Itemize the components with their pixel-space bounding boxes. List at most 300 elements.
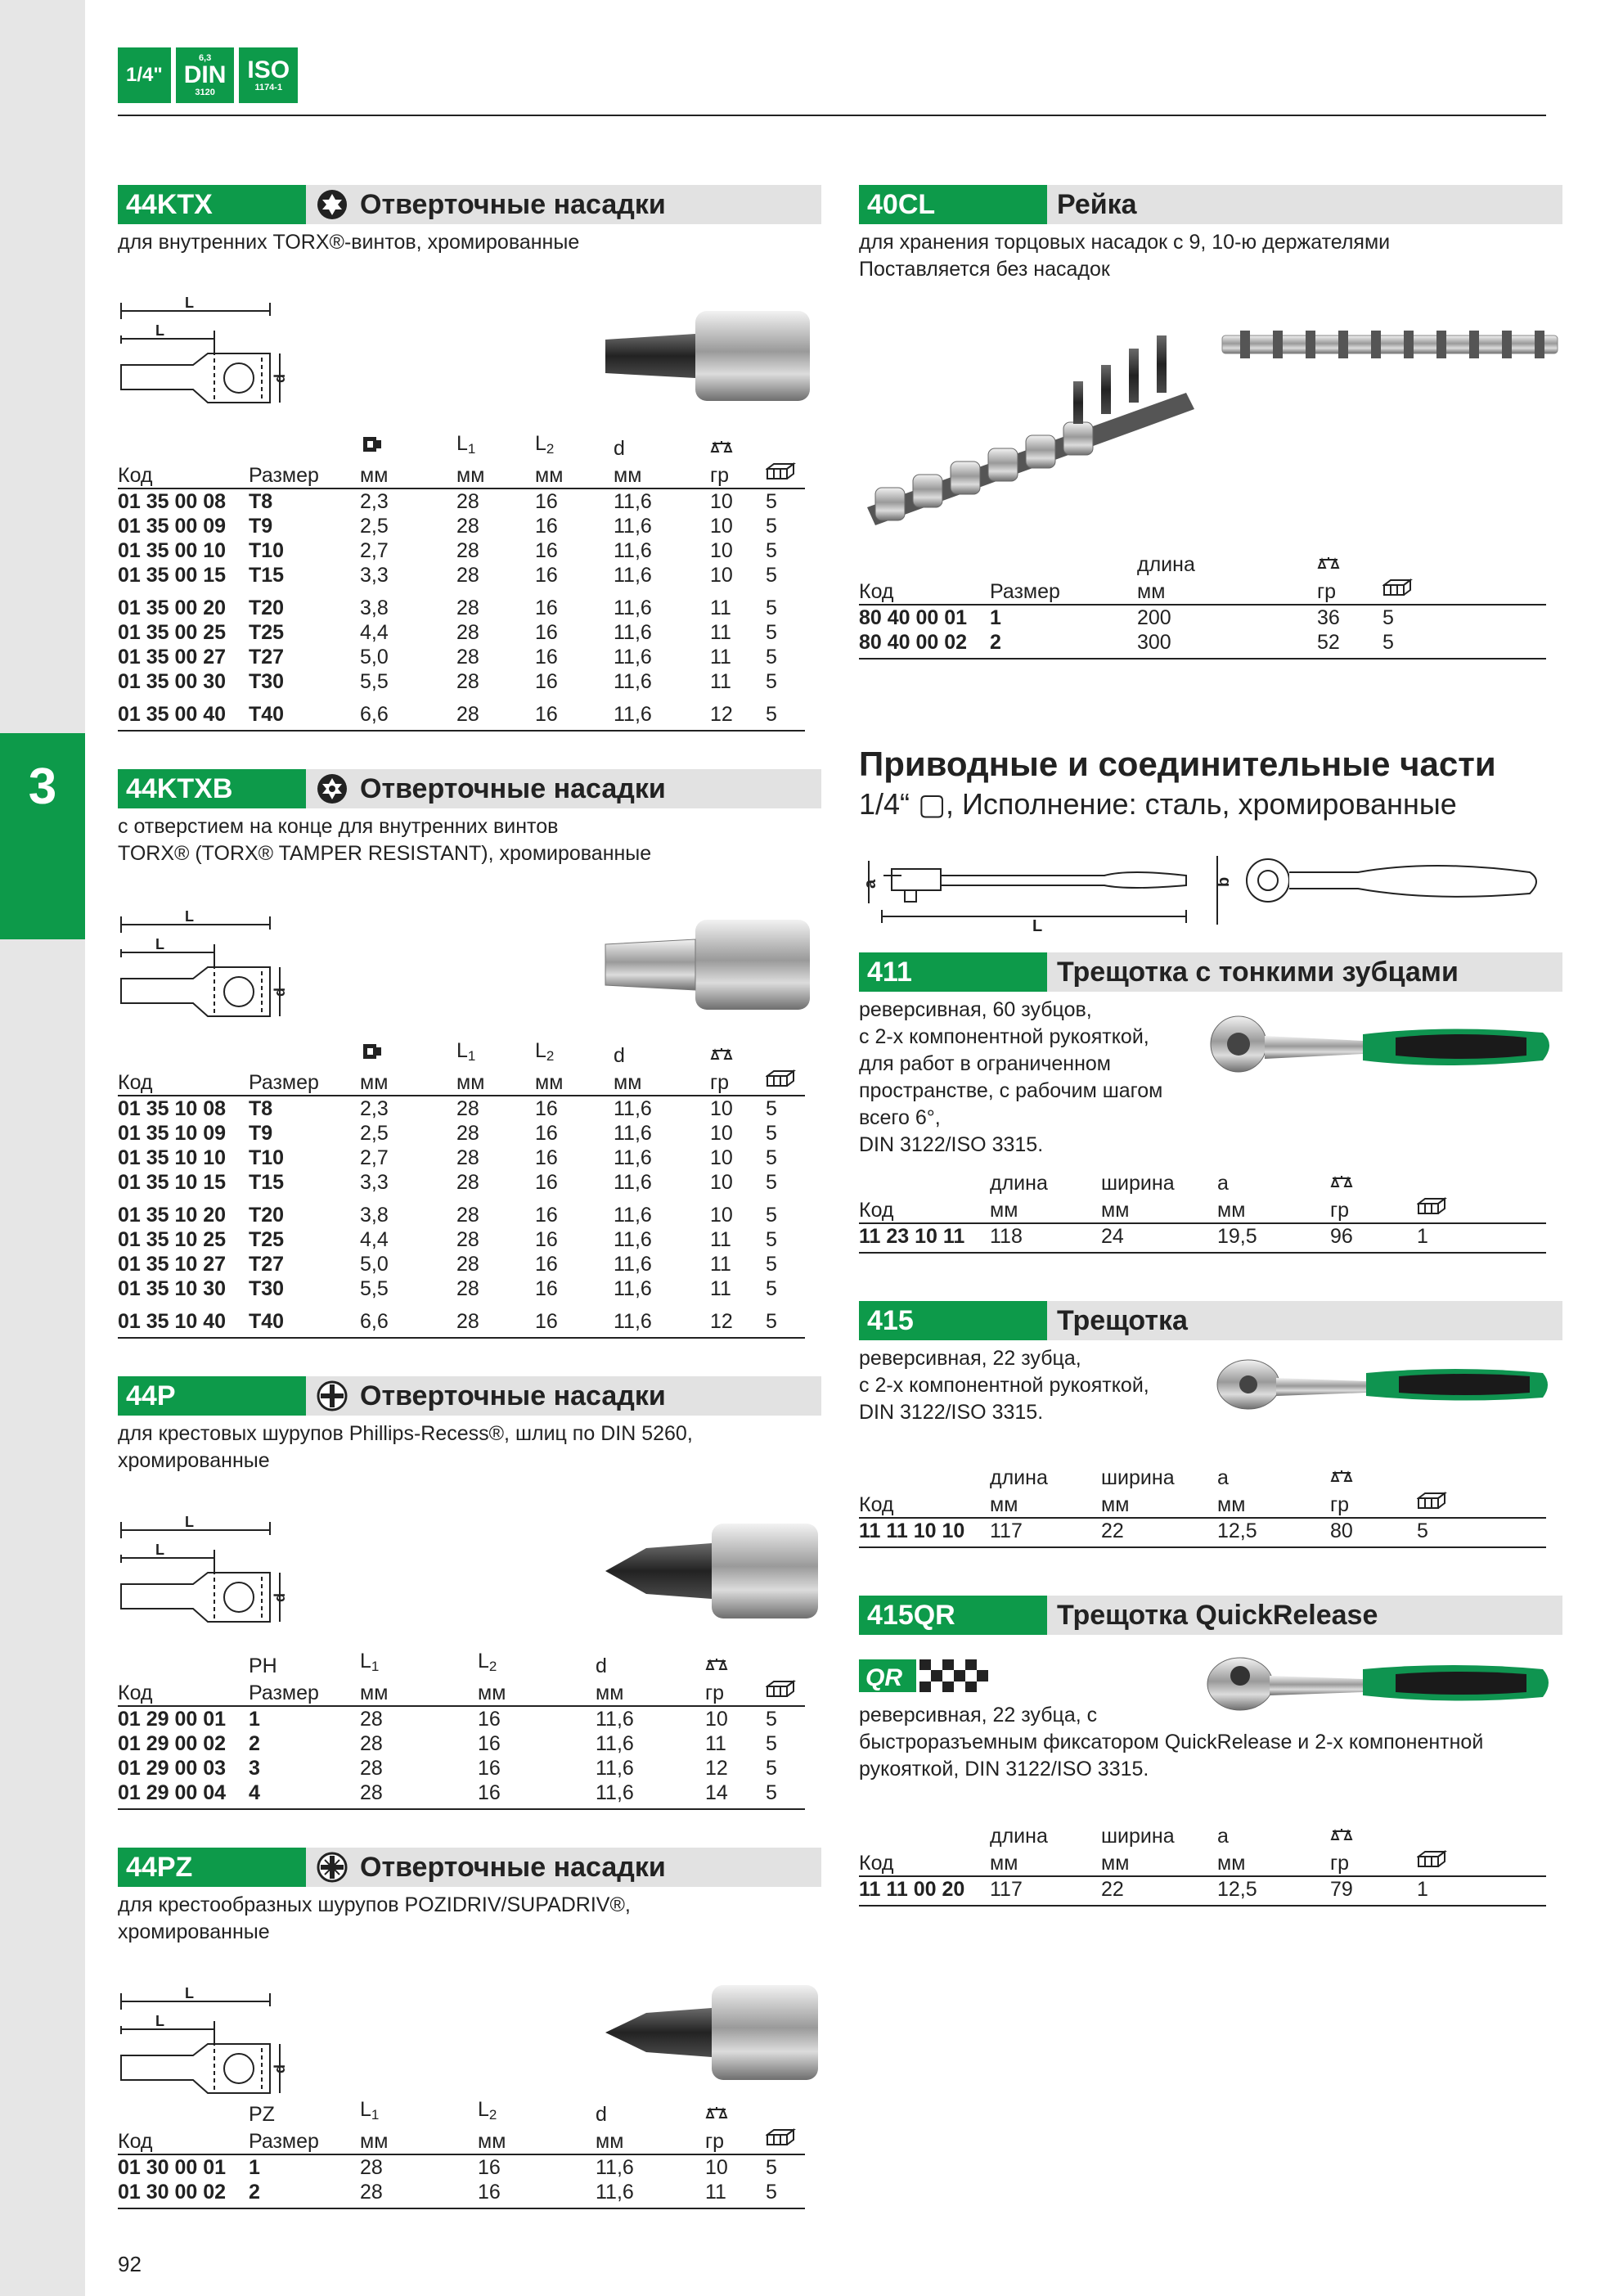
description-line: быстроразъемным фиксатором QuickRelease и 2-х компонентной: [859, 1731, 1484, 1754]
table-cell: 11: [710, 621, 731, 644]
section-description: для хранения торцовых насадок с 9, 10-ю держателями: [859, 231, 1391, 254]
table-cell: 11,6: [614, 1171, 652, 1194]
table-row: [118, 488, 805, 514]
table-cell: 19,5: [1217, 1223, 1330, 1253]
table-row: [118, 538, 805, 563]
table-cell: 11: [710, 597, 731, 619]
table-cell: 2: [249, 1732, 260, 1755]
table-body: [118, 1096, 805, 1338]
table-cell: T10: [249, 1146, 285, 1169]
table-cell: 1: [1417, 1223, 1546, 1253]
product-code: 44KTX: [118, 185, 306, 224]
table-body: [859, 605, 1546, 659]
table-cell: 11,6: [614, 621, 652, 644]
table-cell: 11: [705, 1732, 726, 1755]
table-cell: 28: [456, 1301, 535, 1338]
table-cell: 5: [766, 539, 777, 562]
col-weight-unit: гр: [1330, 1490, 1417, 1518]
description-line: реверсивная, 22 зубца,: [859, 1347, 1081, 1370]
table-row: [118, 1170, 805, 1195]
table-cell: 12: [705, 1757, 728, 1780]
section-title-wrap: [306, 1851, 666, 1884]
section-description: хромированные: [118, 1449, 270, 1472]
col-unit: мм: [1101, 1195, 1217, 1223]
torx-tamper-icon: [316, 772, 348, 805]
table-cell: 10: [705, 1708, 728, 1731]
col-l2-label: L: [535, 432, 546, 455]
table-row: [859, 605, 1546, 630]
section-title-wrap: [1047, 1305, 1188, 1337]
table-cell: 16: [535, 1277, 558, 1300]
section-415qr: [859, 1596, 1562, 1635]
table-cell: 2,5: [360, 515, 389, 538]
table-cell: 200: [1137, 606, 1171, 629]
scale-icon: [1330, 1173, 1355, 1190]
col-unit: мм: [1217, 1848, 1330, 1876]
table-cell: T40: [249, 694, 360, 731]
col-unit: мм: [456, 461, 535, 488]
table-cell: 10: [710, 1204, 733, 1227]
item-code: 11 11 10 10: [859, 1518, 990, 1547]
col-unit: мм: [535, 461, 614, 488]
table-cell: 118: [990, 1223, 1101, 1253]
item-code: 01 35 00 10: [118, 539, 227, 562]
col-size: Размер: [249, 1068, 360, 1096]
dim-b-label: b: [1215, 876, 1233, 887]
col-unit: мм: [1101, 1848, 1217, 1876]
table-cell: 5: [766, 694, 805, 731]
table-cell: 5: [766, 1253, 777, 1276]
dim-l-label: L: [1032, 917, 1043, 935]
section-title: Трещотка с тонкими зубцами: [1057, 956, 1459, 988]
table-cell: 16: [535, 1122, 558, 1145]
table-cell: 11,6: [596, 2180, 705, 2208]
item-code: 80 40 00 02: [859, 630, 990, 659]
section-description: для внутренних TORX®-винтов, хромированные: [118, 231, 580, 254]
table-cell: 28: [456, 1204, 479, 1227]
page-number: 92: [118, 2252, 142, 2276]
table-row: [118, 669, 805, 694]
table-cell: 28: [456, 1097, 479, 1120]
table-cell: 6,6: [360, 1301, 456, 1338]
phillips-icon: [316, 1380, 348, 1412]
table-cell: 22: [1101, 1518, 1217, 1547]
item-code: 01 35 10 25: [118, 1228, 227, 1251]
table-row: [118, 2180, 805, 2208]
table-cell: 5: [1417, 1518, 1546, 1547]
section-title-wrap: [1047, 957, 1459, 988]
socket-dimension-diagram: [118, 1515, 298, 1630]
table-cell: 28: [456, 694, 535, 731]
table-cell: 11,6: [614, 1228, 652, 1251]
table-cell: 28: [456, 1146, 479, 1169]
section-header: [118, 769, 821, 808]
col-width-label: ширина: [1101, 1172, 1175, 1195]
package-icon: [766, 461, 798, 482]
item-code: 01 29 00 03: [118, 1757, 227, 1780]
table-cell: 11,6: [596, 1708, 634, 1731]
table-cell: 5: [766, 1097, 777, 1120]
section-title: Отверточные насадки: [360, 188, 666, 220]
table-cell: 28: [456, 564, 479, 587]
table-cell: 28: [456, 1171, 479, 1194]
table-cell: 5: [766, 1146, 777, 1169]
table-cell: T20: [249, 1204, 285, 1227]
item-code: 80 40 00 01: [859, 606, 968, 629]
table-cell: T15: [249, 1171, 285, 1194]
product-code: 40CL: [859, 185, 1047, 224]
ratchet-photo: [1211, 1350, 1554, 1432]
col-code: Код: [859, 1195, 990, 1223]
table-cell: 2: [249, 2180, 360, 2208]
col-l1-label: L: [456, 432, 468, 455]
col-unit: мм: [360, 1678, 478, 1706]
col-a-label: a: [1217, 1466, 1229, 1489]
col-size: Размер: [249, 1678, 360, 1706]
table-cell: 28: [456, 490, 479, 513]
item-code: 01 35 00 25: [118, 621, 227, 644]
svg-text:L: L: [185, 1987, 194, 2001]
table-cell: 10: [710, 515, 733, 538]
table-cell: 16: [535, 597, 558, 619]
description-line: пространстве, с рабочим шагом: [859, 1079, 1163, 1102]
section-44ktx: [118, 185, 821, 256]
table-cell: 11,6: [614, 1204, 652, 1227]
standard-badges: [118, 47, 298, 103]
col-length-label: длина: [990, 1466, 1048, 1489]
torx-icon: [316, 188, 348, 221]
qr-logo-text: QR: [865, 1664, 902, 1691]
table-cell: 1: [249, 1708, 260, 1731]
section-title: Отверточные насадки: [360, 772, 666, 804]
item-code: 01 35 10 40: [118, 1301, 249, 1338]
table-row: [118, 1301, 805, 1338]
section-description: с отверстием на конце для внутренних винтов: [118, 815, 559, 838]
item-code: 01 35 00 20: [118, 597, 227, 619]
table-cell: T27: [249, 646, 285, 669]
section-header: [859, 952, 1562, 992]
table-cell: 5,5: [360, 1277, 389, 1300]
dim-a-label: a: [861, 879, 879, 889]
section-title-wrap: [306, 1380, 666, 1412]
col-d-label: d: [596, 1654, 607, 1677]
table-cell: 11,6: [596, 1781, 705, 1809]
table-cell: 5: [766, 1301, 805, 1338]
table-cell: 1: [1417, 1876, 1546, 1906]
table-cell: 300: [1137, 630, 1317, 659]
table-cell: 5,0: [360, 646, 389, 669]
table-cell: 16: [535, 670, 558, 693]
col-code: Код: [118, 1678, 249, 1706]
svg-text:L: L: [185, 1515, 194, 1530]
table-cell: 11,6: [614, 646, 652, 669]
table-row: [118, 620, 805, 645]
table-cell: 10: [705, 2156, 728, 2179]
table-row: [118, 1195, 805, 1227]
product-code: 415QR: [859, 1596, 1047, 1635]
section-header: [859, 1301, 1562, 1340]
col-unit: мм: [478, 2127, 596, 2154]
col-size: Размер: [249, 461, 360, 488]
col-length-label: длина: [990, 1825, 1048, 1848]
side-strip: [0, 0, 85, 2296]
drive-parts-subtitle: 1/4“ ▢, Исполнение: сталь, хромированные: [859, 787, 1457, 821]
empty-socket-rail-photo: [1219, 326, 1562, 367]
col-length-label: длина: [1137, 553, 1195, 576]
table-cell: 11: [710, 1253, 731, 1276]
package-icon: [1382, 577, 1415, 598]
table-cell: 16: [535, 1097, 558, 1120]
table-cell: 2,3: [360, 1097, 389, 1120]
table-cell: 22: [1101, 1876, 1217, 1906]
phillips-bit-socket-photo: [589, 1506, 834, 1636]
scale-icon: [710, 1046, 735, 1062]
table-row: [859, 1876, 1546, 1906]
spec-table-44ktx: $L_1$ $L_2$ d Код Размер мм мм мм мм гр 01 35 00 08 T8 2,3 28 16 11,6 10 5 01 35 00 09 T9 2,5 28 16 11,6 10 5 01 35 00 10 T10 2,7 28 16 11,6 10 5 01 35 00 15 T15 3,3 28 16 11,6 10 5 01 35 00 20 T20 3,8 28 16 11,6 11 5 01 35 00 25 T25 4,4 28 16 11,6 11 5 01 35 00 27 T27 5,0 28 16 11,6 11 5 01 35 00 30 T30 5,5 28 16 11,6 11 5 01 35 00 40 T40 6,6 28 16 11,6 12 5: [118, 432, 805, 732]
table-cell: 117: [990, 1876, 1101, 1906]
table-row: [118, 1276, 805, 1301]
table-cell: 5: [766, 621, 777, 644]
table-cell: 6,6: [360, 694, 456, 731]
table-cell: 16: [478, 1781, 596, 1809]
col-width-label: ширина: [1101, 1466, 1175, 1489]
section-description: [859, 1702, 1562, 1783]
table-cell: 16: [478, 2180, 596, 2208]
description-line: реверсивная, 22 зубца, с: [859, 1704, 1098, 1727]
item-code: 01 29 00 02: [118, 1732, 227, 1755]
col-unit: мм: [596, 2127, 705, 2154]
spec-table-411: [859, 1172, 1546, 1254]
svg-text:L: L: [155, 936, 164, 952]
table-cell: 3,8: [360, 597, 389, 619]
quickrelease-logo: [859, 1658, 990, 1694]
chapter-tab: 3: [0, 733, 85, 939]
table-cell: 11,6: [614, 1301, 710, 1338]
col-unit: мм: [614, 461, 710, 488]
col-unit: мм: [614, 1068, 710, 1096]
spec-table-44p: PH $L_1$ $L_2$ d Код Размер мм мм мм гр 01 29 00 01 1 28 16 11,6 10 5 01 29 00 02 2 28 16 11,6 11 5 01 29 00 03 3 28 16 11,6 12 5 01 29 00 04 4 28 16 11,6 14 5: [118, 1650, 805, 1810]
table-cell: 11: [710, 646, 731, 669]
col-l2-label: L: [478, 2098, 489, 2121]
description-line: DIN 3122/ISO 3315.: [859, 1401, 1044, 1424]
col-unit: мм: [360, 2127, 478, 2154]
table-cell: 5: [766, 1277, 777, 1300]
section-header: [118, 185, 821, 224]
col-l1-label: L: [360, 2098, 371, 2121]
table-cell: 28: [456, 670, 479, 693]
description-line: с 2-х компонентной рукояткой,: [859, 1025, 1149, 1048]
svg-text:L: L: [155, 322, 164, 339]
table-cell: 16: [535, 1171, 558, 1194]
table-cell: T20: [249, 597, 285, 619]
table-cell: 11,6: [614, 1277, 652, 1300]
section-title: Трещотка: [1057, 1304, 1188, 1336]
description-line: рукояткой, DIN 3122/ISO 3315.: [859, 1758, 1149, 1781]
table-cell: T25: [249, 1228, 285, 1251]
table-cell: 11: [710, 1228, 731, 1251]
section-title: Отверточные насадки: [360, 1851, 666, 1883]
spec-table-415: [859, 1466, 1546, 1548]
table-cell: 4,4: [360, 621, 389, 644]
table-body: [118, 488, 805, 731]
table-cell: 5: [766, 1228, 777, 1251]
socket-dimension-diagram: [118, 296, 298, 411]
table-body: [859, 1223, 1546, 1253]
svg-text:L: L: [185, 910, 194, 925]
pozidriv-bit-socket-photo: [589, 1967, 834, 2098]
table-cell: 10: [710, 539, 733, 562]
iso-badge: ISO 1174-1: [239, 47, 298, 103]
item-code: 01 30 00 01: [118, 2156, 227, 2179]
table-cell: 3,3: [360, 564, 389, 587]
table-cell: 28: [456, 1253, 479, 1276]
table-row: [118, 588, 805, 620]
table-cell: T15: [249, 564, 285, 587]
svg-text:L: L: [155, 1542, 164, 1558]
table-cell: 5,5: [360, 670, 389, 693]
table-cell: 16: [535, 539, 558, 562]
drive-parts-title: Приводные и соединительные части: [859, 745, 1496, 783]
item-code: 01 29 00 01: [118, 1708, 227, 1731]
table-cell: 24: [1101, 1223, 1217, 1253]
table-cell: 3,8: [360, 1204, 389, 1227]
table-cell: 11,6: [596, 2156, 634, 2179]
col-unit: мм: [990, 1195, 1101, 1223]
torx-bit-socket-photo: [589, 295, 834, 417]
section-title: Рейка: [1057, 188, 1137, 220]
top-rule: [118, 115, 1546, 116]
package-icon: [766, 2127, 798, 2148]
col-unit: мм: [360, 1068, 456, 1096]
col-l1-label: L: [456, 1039, 468, 1062]
table-cell: 5: [766, 1171, 777, 1194]
table-cell: 11,6: [614, 1122, 652, 1145]
item-code: 11 11 00 20: [859, 1876, 990, 1906]
table-cell: 28: [456, 539, 479, 562]
table-cell: 12: [710, 1301, 766, 1338]
col-unit: мм: [990, 1490, 1101, 1518]
torx-tamper-bit-socket-photo: [589, 903, 834, 1026]
description-line: с 2-х компонентной рукояткой,: [859, 1374, 1149, 1397]
col-code: Код: [859, 1848, 990, 1876]
product-code: 411: [859, 952, 1047, 992]
table-cell: 5: [766, 646, 777, 669]
description-line: реверсивная, 60 зубцов,: [859, 998, 1092, 1021]
table-cell: 80: [1330, 1518, 1417, 1547]
table-cell: 12,5: [1217, 1876, 1330, 1906]
table-cell: 2: [990, 630, 1137, 659]
table-cell: 11,6: [614, 1097, 652, 1120]
table-row: [859, 1223, 1546, 1253]
svg-text:L: L: [185, 296, 194, 311]
col-weight-unit: гр: [710, 461, 766, 488]
table-cell: 28: [456, 515, 479, 538]
col-weight-unit: гр: [705, 2127, 766, 2154]
table-row: [118, 563, 805, 588]
section-44p: [118, 1376, 821, 1474]
table-cell: 10: [710, 490, 733, 513]
package-icon: [766, 1678, 798, 1699]
col-length-label: длина: [990, 1172, 1048, 1195]
section-title-wrap: [1047, 189, 1137, 221]
table-cell: 5: [766, 597, 777, 619]
col-d-label: d: [614, 437, 625, 460]
table-cell: 11,6: [614, 1253, 652, 1276]
table-cell: T40: [249, 1301, 360, 1338]
col-a-label: a: [1217, 1825, 1229, 1848]
item-code: 01 30 00 02: [118, 2180, 249, 2208]
table-body: [859, 1518, 1546, 1547]
product-code: 44KTXB: [118, 769, 306, 808]
package-icon: [1417, 1848, 1450, 1870]
item-code: 01 35 10 08: [118, 1097, 227, 1120]
table-cell: 16: [535, 694, 614, 731]
svg-text:d: d: [272, 374, 288, 383]
table-cell: 16: [535, 1228, 558, 1251]
col-unit: мм: [478, 1678, 596, 1706]
item-code: 01 35 10 30: [118, 1277, 227, 1300]
section-title-wrap: [306, 188, 666, 221]
section-description: для крестовых шурупов Phillips-Recess®, шлиц по DIN 5260,: [118, 1422, 693, 1445]
section-description: Поставляется без насадок: [859, 258, 1110, 281]
table-cell: 28: [456, 1122, 479, 1145]
section-header: [859, 185, 1562, 224]
table-cell: 16: [535, 1146, 558, 1169]
product-code: 415: [859, 1301, 1047, 1340]
table-row: [118, 514, 805, 538]
table-cell: 5: [766, 564, 777, 587]
col-unit: мм: [990, 1848, 1101, 1876]
table-row: [118, 1731, 805, 1756]
scale-icon: [1330, 1826, 1355, 1843]
table-body: [859, 1876, 1546, 1906]
section-title: Отверточные насадки: [360, 1380, 666, 1411]
col-code: Код: [859, 577, 990, 605]
col-weight-unit: гр: [1317, 577, 1382, 605]
col-weight-unit: гр: [1330, 1195, 1417, 1223]
table-row: [118, 1252, 805, 1276]
col-a-label: a: [1217, 1172, 1229, 1195]
item-code: 11 23 10 11: [859, 1223, 990, 1253]
socket-rail-with-sockets-photo: [859, 303, 1203, 540]
table-cell: 16: [535, 621, 558, 644]
table-cell: 16: [478, 2156, 501, 2179]
table-cell: 28: [360, 1781, 478, 1809]
table-cell: 1: [990, 606, 1001, 629]
table-cell: 10: [710, 1171, 733, 1194]
col-code: Код: [859, 1490, 990, 1518]
table-cell: T25: [249, 621, 285, 644]
table-cell: 11,6: [596, 1757, 634, 1780]
square-drive-icon: [360, 1041, 384, 1062]
scale-icon: [705, 2105, 730, 2121]
item-code: 01 35 00 27: [118, 646, 227, 669]
item-code: 01 35 10 27: [118, 1253, 227, 1276]
package-icon: [766, 1068, 798, 1089]
section-header: [118, 1376, 821, 1416]
table-cell: T10: [249, 539, 285, 562]
description-line: для работ в ограниченном: [859, 1052, 1111, 1075]
spec-table-44pz: PZ $L_1$ $L_2$ d Код Размер мм мм мм гр 01 30 00 01 1 28 16 11,6 10 5 01 30 00 02 2 28 16 11,6 11 5: [118, 2098, 805, 2209]
product-code: 44P: [118, 1376, 306, 1416]
table-cell: 5: [766, 515, 777, 538]
scale-icon: [705, 1656, 730, 1672]
col-d-label: d: [614, 1044, 625, 1067]
drive-size-badge: 1/4": [118, 47, 171, 103]
col-size: Размер: [249, 2127, 360, 2154]
section-title-wrap: [1047, 1600, 1378, 1632]
section-header: [859, 1596, 1562, 1635]
